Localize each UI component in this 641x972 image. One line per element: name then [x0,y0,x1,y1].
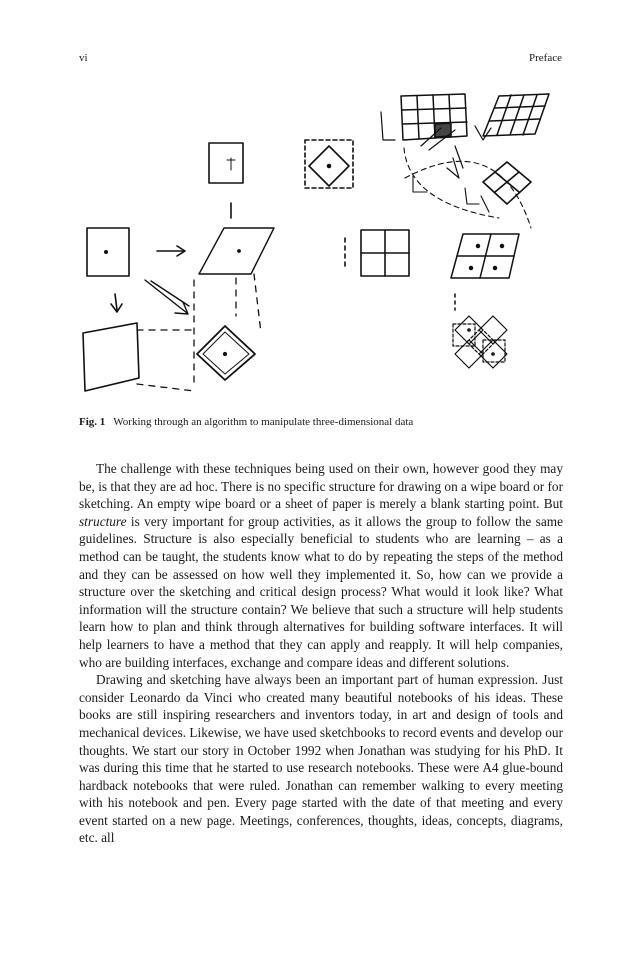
sketch-axes [413,176,489,212]
sketch-right-skewed-grid [475,94,549,140]
sketch-right-middle-grid [451,234,519,310]
sketch-top-square [209,143,243,218]
sketch-middle-diamond [305,140,353,188]
sketch-bottom-left-square [83,323,139,391]
sketch-skewed-square [145,228,274,314]
sketch-top-grid [381,94,467,150]
sketch-right-diamond-grid [447,146,531,204]
figure-label: Fig. 1 [79,416,106,428]
figure-sketch [79,88,563,406]
sketch-dashed-box [137,274,261,391]
running-title: Preface [529,52,562,64]
page-number: vi [79,52,88,64]
running-header [79,52,562,66]
paragraph-text: is very important for group activities, as it allows the group to follow the same guidelines. Structure is also especially beneficial to students who are learning – as a method can be taught, the students know what to do by repeating the steps of the method and they can be assessed on how well they implemented it. So, how can we provide a structure over the sketching and critical design process? What would it look like? What information will the structure contain? We believe that such a structure will help students learn how to plan and think through alternatives for building software interfaces. It will help learners to have a method that they can apply and reapply. It will help companies, who are building interfaces, exchange and compare ideas and different solutions. [79,513,563,670]
sketch-middle-grid [345,230,409,276]
figure-caption [79,416,563,428]
paragraph-text: The challenge with these techniques being used on their own, however good they may be, is that they are ad hoc. There is no specific structure for drawing on a wipe board or for sketching. An empty wipe board or a sheet of paper is merely a blank starting point. But [79,461,563,512]
sketch-rotated-square [197,326,255,380]
sketch-arcs [404,148,531,228]
body-text [79,460,563,847]
sketch-diamond-cluster [453,316,507,368]
hand-drawn-sketch [79,88,563,406]
figure-caption-text: Working through an algorithm to manipulate three-dimensional data [113,416,414,428]
emphasized-word: structure [79,513,127,529]
paragraph [79,671,563,847]
paragraph [79,460,563,671]
paragraph-text: Drawing and sketching have always been an important part of human expression. Just consider Leonardo da Vinci who created many beautiful notebooks of his ideas. These books are still inspiring researchers and inventors today, in art and design of tools and mechanical devices. Likewise, we have used sketchbooks to record events and develop our thoughts. We start our story in October 1992 when Jonathan was studying for his PhD. It was during this time that he started to use research notebooks. These were A4 glue-bound hardback notebooks that were ruled. Jonathan can remember walking to every meeting with his notebook and pen. Every page started with the date of that meeting and every event started on a new page. Meetings, conferences, thoughts, ideas, concepts, diagrams, etc. all [79,672,563,846]
